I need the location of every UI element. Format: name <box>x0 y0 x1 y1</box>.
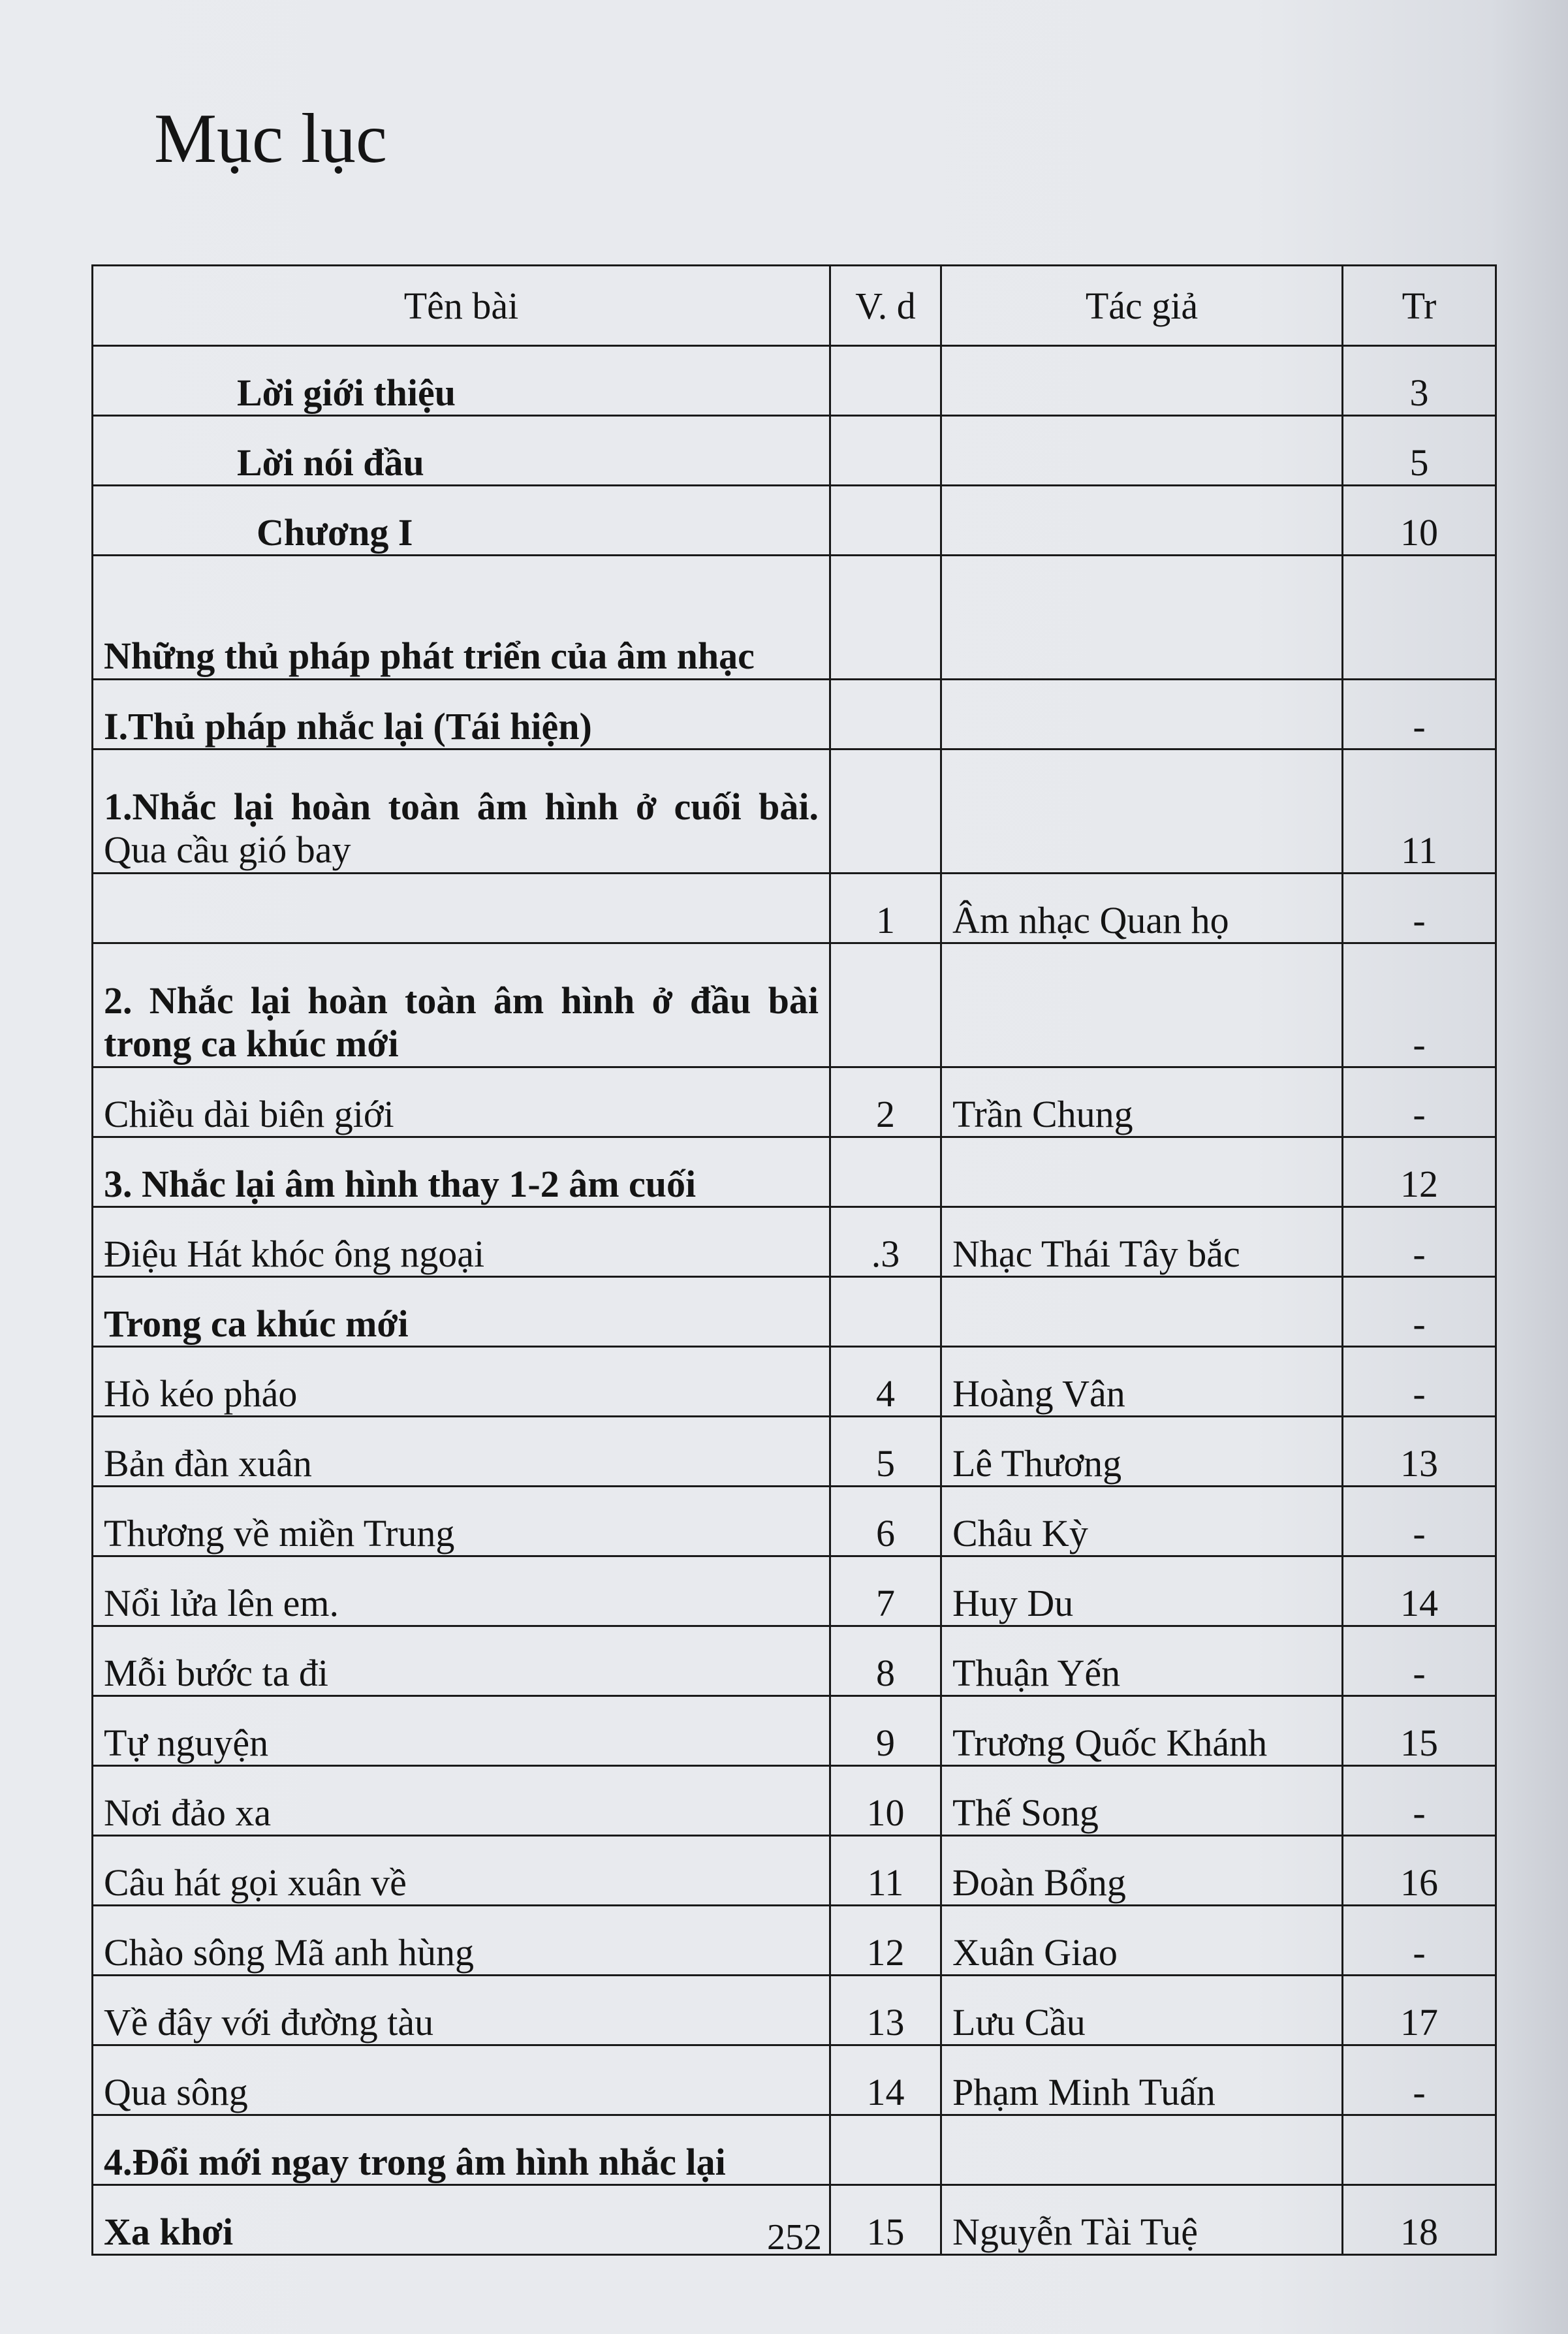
cell-vd: 12 <box>830 1906 941 1976</box>
cell-ten-bai <box>93 2045 830 2115</box>
cell-ten-bai <box>93 1067 830 1137</box>
cell-trang: - <box>1343 1277 1496 1347</box>
cell-trang: 15 <box>1343 1696 1496 1766</box>
cell-vd <box>830 416 941 486</box>
title-text: 2. Nhắc lại hoàn toàn âm hình ở đầu bài trong ca khúc mới <box>104 979 819 1065</box>
cell-trang: - <box>1343 943 1496 1067</box>
cell-ten-bai <box>93 943 830 1067</box>
cell-vd: 10 <box>830 1766 941 1836</box>
table-row <box>93 1836 1496 1906</box>
cell-trang: - <box>1343 1347 1496 1417</box>
cell-ten-bai <box>93 556 830 680</box>
page-number: 252 <box>767 2217 822 2258</box>
cell-trang: 3 <box>1343 346 1496 416</box>
cell-trang: 5 <box>1343 416 1496 486</box>
cell-trang: 10 <box>1343 486 1496 556</box>
title-text: 1.Nhắc lại hoàn toàn âm hình ở cuối bài. <box>104 785 819 828</box>
table-row <box>93 2045 1496 2115</box>
cell-ten-bai <box>93 1696 830 1766</box>
cell-tac-gia <box>941 1277 1343 1347</box>
cell-tac-gia: Lê Thương <box>941 1417 1343 1487</box>
title-text: Câu hát gọi xuân về <box>104 1861 407 1904</box>
title-text: Nổi lửa lên em. <box>104 1582 339 1624</box>
title-text: Lời nói đầu <box>237 441 424 484</box>
cell-tac-gia <box>941 749 1343 874</box>
title-text: Chương I <box>257 511 413 554</box>
cell-tac-gia: Âm nhạc Quan họ <box>941 874 1343 943</box>
toc-table <box>91 264 1497 2256</box>
cell-ten-bai <box>93 1417 830 1487</box>
table-row <box>93 1906 1496 1976</box>
title-text: Những thủ pháp phát triển của âm nhạc <box>104 635 755 678</box>
cell-trang: - <box>1343 1207 1496 1277</box>
title-extra-text: Qua cầu gió bay <box>104 828 351 872</box>
cell-vd: 14 <box>830 2045 941 2115</box>
cell-vd <box>830 943 941 1067</box>
table-row <box>93 486 1496 556</box>
col-header-vd: V. d <box>830 266 941 346</box>
cell-trang: - <box>1343 680 1496 749</box>
table-row <box>93 1277 1496 1347</box>
cell-vd <box>830 556 941 680</box>
cell-trang: 17 <box>1343 1976 1496 2045</box>
table-row <box>93 1207 1496 1277</box>
title-text: Nơi đảo xa <box>104 1791 272 1834</box>
toc-header-row <box>93 266 1496 346</box>
cell-trang: 11 <box>1343 749 1496 874</box>
cell-ten-bai <box>93 1277 830 1347</box>
cell-vd: 2 <box>830 1067 941 1137</box>
cell-ten-bai <box>93 346 830 416</box>
table-row <box>93 556 1496 680</box>
cell-trang <box>1343 556 1496 680</box>
cell-tac-gia: Trần Chung <box>941 1067 1343 1137</box>
cell-trang: 13 <box>1343 1417 1496 1487</box>
cell-tac-gia: Trương Quốc Khánh <box>941 1696 1343 1766</box>
cell-tac-gia <box>941 943 1343 1067</box>
col-header-tr: Tr <box>1343 266 1496 346</box>
cell-ten-bai <box>93 2115 830 2185</box>
cell-vd: 15 <box>830 2185 941 2255</box>
title-text: Mỗi bước ta đi <box>104 1652 329 1694</box>
cell-vd <box>830 1137 941 1207</box>
cell-tac-gia: Hoàng Vân <box>941 1347 1343 1417</box>
title-text: Trong ca khúc mới <box>104 1302 409 1345</box>
cell-ten-bai <box>93 1487 830 1556</box>
title-text: Xa khơi <box>104 2211 234 2253</box>
cell-trang: 16 <box>1343 1836 1496 1906</box>
cell-ten-bai <box>93 1976 830 2045</box>
cell-tac-gia: Lưu Cầu <box>941 1976 1343 2045</box>
cell-trang: 12 <box>1343 1137 1496 1207</box>
cell-tac-gia: Nguyễn Tài Tuệ <box>941 2185 1343 2255</box>
cell-ten-bai <box>93 416 830 486</box>
title-text: Chào sông Mã anh hùng <box>104 1931 475 1974</box>
title-text: Bản đàn xuân <box>104 1442 312 1485</box>
cell-tac-gia <box>941 486 1343 556</box>
cell-tac-gia <box>941 416 1343 486</box>
cell-ten-bai <box>93 1626 830 1696</box>
cell-ten-bai <box>93 1137 830 1207</box>
cell-vd: 1 <box>830 874 941 943</box>
table-row <box>93 1067 1496 1137</box>
cell-trang: - <box>1343 1626 1496 1696</box>
cell-trang: 18 <box>1343 2185 1496 2255</box>
cell-vd: 8 <box>830 1626 941 1696</box>
cell-ten-bai <box>93 1836 830 1906</box>
title-text: 4.Đổi mới ngay trong âm hình nhắc lại <box>104 2141 726 2183</box>
table-row <box>93 1766 1496 1836</box>
title-text: Hò kéo pháo <box>104 1372 298 1415</box>
cell-tac-gia: Đoàn Bổng <box>941 1836 1343 1906</box>
cell-vd <box>830 2115 941 2185</box>
cell-ten-bai <box>93 680 830 749</box>
table-row <box>93 943 1496 1067</box>
cell-trang: - <box>1343 2045 1496 2115</box>
title-text: 3. Nhắc lại âm hình thay 1-2 âm cuối <box>104 1163 697 1205</box>
title-text: Thương về miền Trung <box>104 1512 455 1554</box>
table-row <box>93 346 1496 416</box>
cell-tac-gia: Huy Du <box>941 1556 1343 1626</box>
table-row <box>93 2115 1496 2185</box>
cell-ten-bai <box>93 1906 830 1976</box>
cell-tac-gia: Phạm Minh Tuấn <box>941 2045 1343 2115</box>
table-row <box>93 1137 1496 1207</box>
cell-vd <box>830 486 941 556</box>
cell-vd: 9 <box>830 1696 941 1766</box>
table-row <box>93 1347 1496 1417</box>
col-header-ten-bai: Tên bài <box>93 266 830 346</box>
cell-tac-gia: Xuân Giao <box>941 1906 1343 1976</box>
cell-trang: - <box>1343 1067 1496 1137</box>
table-row <box>93 874 1496 943</box>
table-row <box>93 680 1496 749</box>
col-header-tac-gia: Tác giả <box>941 266 1343 346</box>
table-row <box>93 749 1496 874</box>
title-text: Về đây với đường tàu <box>104 2001 434 2043</box>
title-text: Tự nguyện <box>104 1722 269 1764</box>
cell-vd: 11 <box>830 1836 941 1906</box>
cell-ten-bai <box>93 749 830 874</box>
cell-vd: 5 <box>830 1417 941 1487</box>
table-row <box>93 1487 1496 1556</box>
cell-ten-bai <box>93 486 830 556</box>
table-row <box>93 416 1496 486</box>
cell-vd: .3 <box>830 1207 941 1277</box>
table-row <box>93 1626 1496 1696</box>
cell-trang: - <box>1343 1487 1496 1556</box>
table-row <box>93 1417 1496 1487</box>
title-text: Chiều dài biên giới <box>104 1093 394 1135</box>
cell-trang: 14 <box>1343 1556 1496 1626</box>
cell-tac-gia: Thế Song <box>941 1766 1343 1836</box>
cell-ten-bai <box>93 2185 830 2255</box>
cell-tac-gia: Thuận Yến <box>941 1626 1343 1696</box>
cell-trang: - <box>1343 874 1496 943</box>
cell-tac-gia <box>941 2115 1343 2185</box>
table-row <box>93 1556 1496 1626</box>
cell-vd <box>830 749 941 874</box>
cell-ten-bai <box>93 1556 830 1626</box>
toc-body <box>93 346 1496 2255</box>
page-title: Mục lục <box>154 100 387 178</box>
cell-vd <box>830 1277 941 1347</box>
cell-tac-gia: Châu Kỳ <box>941 1487 1343 1556</box>
table-row <box>93 1976 1496 2045</box>
cell-ten-bai <box>93 874 830 943</box>
cell-tac-gia <box>941 680 1343 749</box>
cell-vd <box>830 346 941 416</box>
cell-tac-gia <box>941 556 1343 680</box>
title-text: I.Thủ pháp nhắc lại (Tái hiện) <box>104 705 592 748</box>
cell-ten-bai <box>93 1766 830 1836</box>
cell-trang: - <box>1343 1906 1496 1976</box>
title-text: Qua sông <box>104 2071 248 2113</box>
cell-trang: - <box>1343 1766 1496 1836</box>
title-text: Điệu Hát khóc ông ngoại <box>104 1233 485 1275</box>
cell-tac-gia <box>941 346 1343 416</box>
cell-tac-gia: Nhạc Thái Tây bắc <box>941 1207 1343 1277</box>
cell-tac-gia <box>941 1137 1343 1207</box>
cell-vd <box>830 680 941 749</box>
cell-vd: 6 <box>830 1487 941 1556</box>
table-row <box>93 1696 1496 1766</box>
cell-ten-bai <box>93 1347 830 1417</box>
title-text: Lời giới thiệu <box>237 371 456 414</box>
cell-vd: 4 <box>830 1347 941 1417</box>
cell-trang <box>1343 2115 1496 2185</box>
cell-vd: 13 <box>830 1976 941 2045</box>
cell-vd: 7 <box>830 1556 941 1626</box>
cell-ten-bai <box>93 1207 830 1277</box>
